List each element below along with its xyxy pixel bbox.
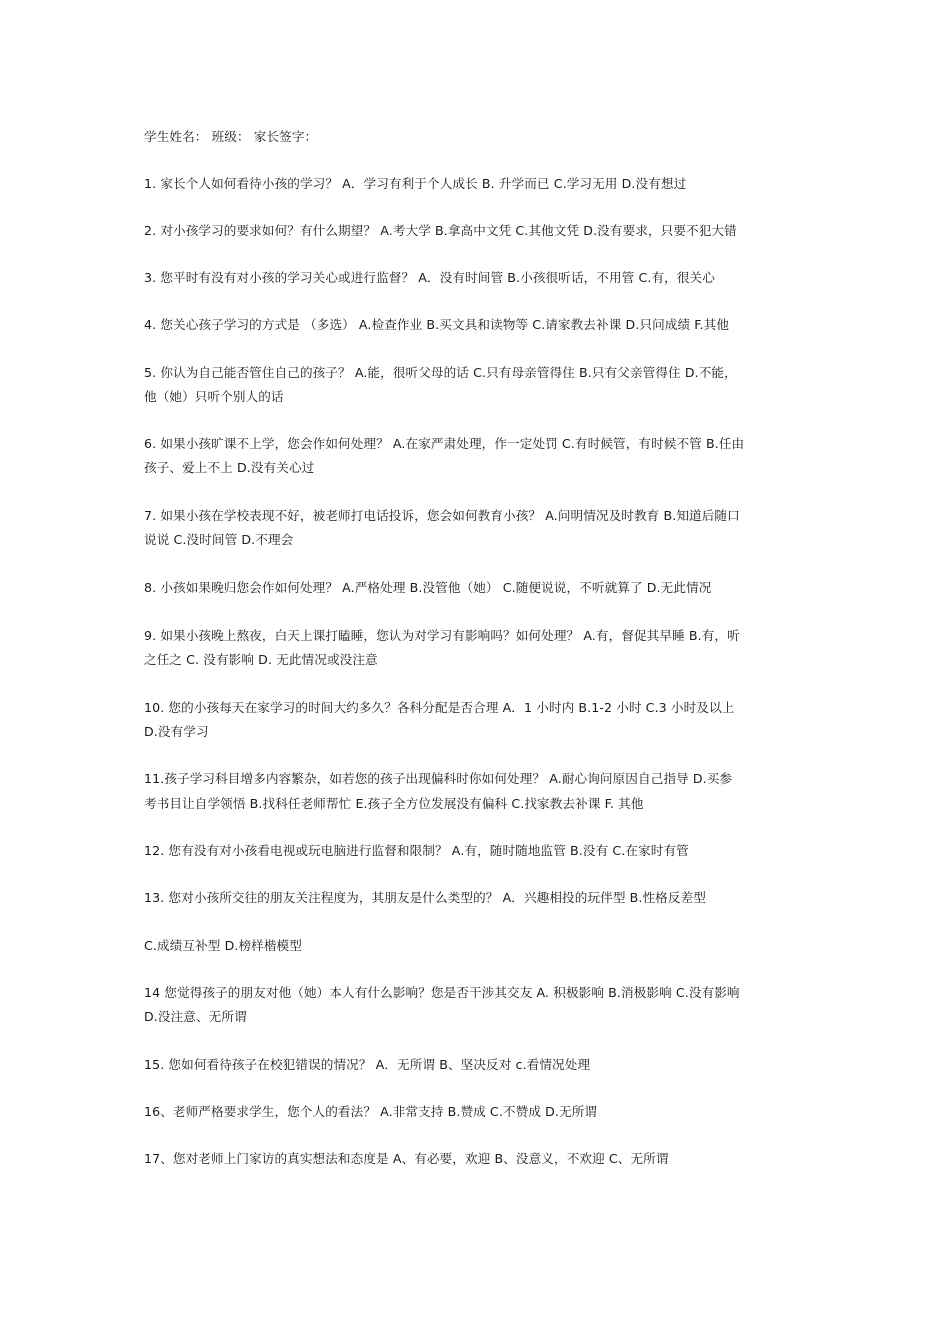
question-text-continued: 之任之 C. 没有影响 D. 无此情况或没注意 <box>144 652 378 667</box>
question-text-continued: 孩子、爱上不上 D.没有关心过 <box>144 460 315 475</box>
header-line: 学生姓名： 班级： 家长签字： <box>144 129 318 144</box>
question-text: 14 您觉得孩子的朋友对他（她）本人有什么影响？您是否干涉其交友 A. 积极影响 B.消极影响 C.没有影响 <box>144 985 740 1000</box>
question-text: 7. 如果小孩在学校表现不好，被老师打电话投诉，您会如何教育小孩？ A.问明情况及时教育 B.知道后随口 <box>144 508 740 523</box>
question-text: 8. 小孩如果晚归您会作如何处理？ A.严格处理 B.没管他（她） C.随便说说，不听就算了 D.无此情况 <box>144 580 712 595</box>
question-text: 3. 您平时有没有对小孩的学习关心或进行监督？ A．没有时间管 B.小孩很听话，不用管 C.有，很关心 <box>144 270 715 285</box>
question-text: 9. 如果小孩晚上熬夜，白天上课打瞌睡，您认为对学习有影响吗？如何处理？ A.有，督促其早睡 B.有，听 <box>144 628 740 643</box>
question-text-continued: 说说 C.没时间管 D.不理会 <box>144 532 294 547</box>
question-text-continued: D.没有学习 <box>144 724 209 739</box>
question-text: 10. 您的小孩每天在家学习的时间大约多久？各科分配是否合理 A．1 小时内 B.1-2 小时 C.3 小时及以上 <box>144 700 735 715</box>
question-text: C.成绩互补型 D.榜样楷模型 <box>144 938 302 953</box>
question-text: 12. 您有没有对小孩看电视或玩电脑进行监督和限制？ A.有，随时随地监管 B.没有 C.在家时有管 <box>144 843 689 858</box>
question-text-continued: 他（她）只听个别人的话 <box>144 389 284 404</box>
question-text: 13. 您对小孩所交往的朋友关注程度为，其朋友是什么类型的？ A．兴趣相投的玩伴型 B.性格反差型 <box>144 890 706 905</box>
question-text: 4. 您关心孩子学习的方式是 （多选） A.检查作业 B.买文具和读物等 C.请家教去补课 D.只问成绩 F.其他 <box>144 317 730 332</box>
question-text: 15. 您如何看待孩子在校犯错误的情况？ A．无所谓 B、坚决反对 c.看情况处理 <box>144 1057 591 1072</box>
question-text-continued: 考书目让自学领悟 B.找科任老师帮忙 E.孩子全方位发展没有偏科 C.找家教去补课 F. 其他 <box>144 796 644 811</box>
question-text: 1. 家长个人如何看待小孩的学习？ A．学习有利于个人成长 B. 升学而已 C.学习无用 D.没有想过 <box>144 176 687 191</box>
question-text: 11.孩子学习科目增多内容繁杂，如若您的孩子出现偏科时你如何处理？ A.耐心询问原因自己指导 D.买参 <box>144 771 733 786</box>
question-text: 5. 你认为自己能否管住自己的孩子？ A.能，很听父母的话 C.只有母亲管得住 B.只有父亲管得住 D.不能， <box>144 365 737 380</box>
question-text: 2. 对小孩学习的要求如何？有什么期望？ A.考大学 B.拿高中文凭 C.其他文凭 D.没有要求，只要不犯大错 <box>144 223 737 238</box>
question-text: 6. 如果小孩旷课不上学，您会作如何处理？ A.在家严肃处理，作一定处罚 C.有时候管，有时候不管 B.任由 <box>144 436 745 451</box>
question-text-continued: D.没注意、无所谓 <box>144 1009 247 1024</box>
question-text: 17、您对老师上门家访的真实想法和态度是 A、有必要，欢迎 B、没意义，不欢迎 C、无所谓 <box>144 1151 669 1166</box>
question-text: 16、老师严格要求学生，您个人的看法？ A.非常支持 B.赞成 C.不赞成 D.无所谓 <box>144 1104 598 1119</box>
